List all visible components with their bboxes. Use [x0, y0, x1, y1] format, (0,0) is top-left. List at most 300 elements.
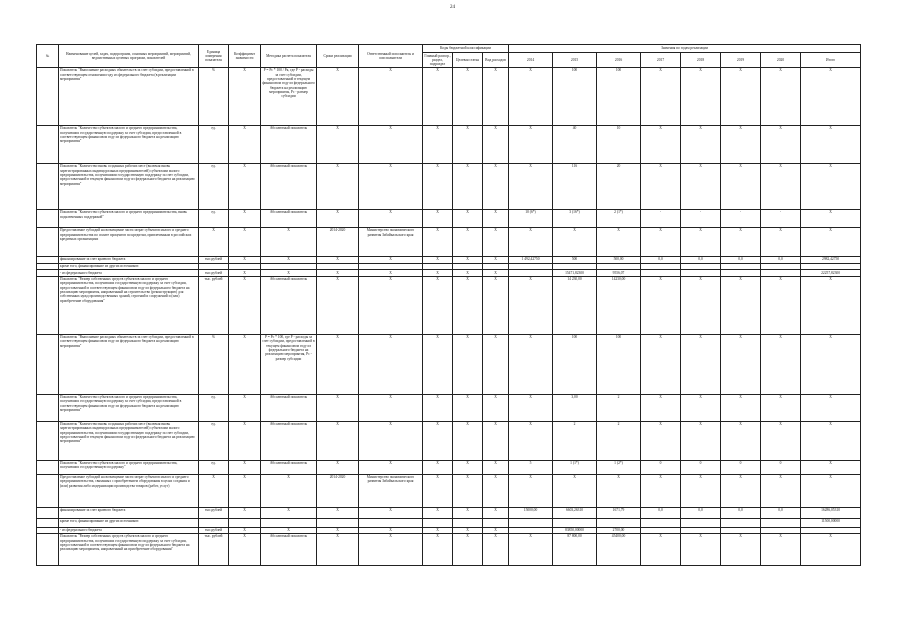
cell-term: X [317, 507, 359, 518]
cell-unit: тыс.рублей [199, 527, 229, 533]
header-year: 2019 [721, 53, 761, 68]
table-row [37, 163, 861, 209]
cell-code-admin: X [423, 67, 453, 125]
cell-term: X [317, 527, 359, 533]
table-body [37, 67, 861, 565]
cell-code-type: X [483, 67, 509, 125]
cell-term: X [317, 394, 359, 421]
cell-year-value: X [761, 394, 801, 421]
cell-year-value: 100 [553, 334, 597, 394]
cell-unit: тыс.рублей [199, 270, 229, 276]
table-row [37, 67, 861, 125]
cell-responsible: X [359, 256, 423, 263]
cell-code-target: X [453, 527, 483, 533]
cell-code-type: X [483, 460, 509, 474]
cell-year-value: X [761, 421, 801, 460]
cell-code-admin: X [423, 474, 453, 507]
cell-year-value: X [721, 163, 761, 209]
cell-total: X [801, 125, 861, 163]
cell-year-value [721, 518, 761, 527]
cell-year-value: 0 [721, 460, 761, 474]
cell-coef: X [229, 474, 261, 507]
cell-responsible: X [359, 394, 423, 421]
cell-name: Показатель "Количество субъектов малого и среднего предпринимательства, получивших государственную поддержку" [59, 460, 199, 474]
header-total: Итого [801, 53, 861, 68]
header-code-type: Вид расходов [483, 53, 509, 68]
cell-num [37, 421, 59, 460]
cell-unit: тыс.рублей [199, 507, 229, 518]
cell-name: финансирование за счет краевого бюджета [59, 507, 199, 518]
cell-year-value: 10 (6*) [509, 209, 553, 227]
cell-responsible: X [359, 527, 423, 533]
cell-code-target: X [453, 474, 483, 507]
cell-year-value: X [641, 125, 681, 163]
cell-total: 16286,05310 [801, 507, 861, 518]
header-values-group: Значения по годам реализации [509, 45, 861, 53]
cell-total: X [801, 276, 861, 334]
header-responsible: Ответственный исполнитель и соисполнители [359, 45, 423, 68]
cell-year-value: X [681, 276, 721, 334]
cell-code-type [483, 518, 509, 527]
cell-year-value: 40 [553, 125, 597, 163]
table-row [37, 394, 861, 421]
cell-code-target: X [453, 67, 483, 125]
cell-term: X [317, 270, 359, 276]
cell-responsible: X [359, 125, 423, 163]
cell-year-value: X [761, 276, 801, 334]
page-number: 24 [450, 5, 455, 10]
table-row [37, 227, 861, 256]
cell-method: X [261, 256, 317, 263]
cell-unit: тыс. рублей [199, 276, 229, 334]
cell-total: X [801, 334, 861, 394]
cell-year-value: X [721, 334, 761, 394]
cell-term: X [317, 209, 359, 227]
cell-method: Абсолютный показатель [261, 276, 317, 334]
cell-term: X [317, 533, 359, 565]
table-row [37, 533, 861, 565]
cell-code-target: X [453, 163, 483, 209]
cell-name: Показатель "Количество субъектов малого и среднего предпринимательства, получивших государственную поддержку за счет субсидии, предоставленной в соответствующем финансовом году из федерального бюджета на реализацию мероприятия" [59, 394, 199, 421]
cell-year-value [761, 518, 801, 527]
cell-unit: тыс.рублей [199, 256, 229, 263]
cell-method: X [261, 474, 317, 507]
cell-year-value: 0,0 [641, 256, 681, 263]
cell-coef [229, 518, 261, 527]
cell-coef: X [229, 507, 261, 518]
cell-year-value: X [721, 276, 761, 334]
header-code-admin: Главный распор., раздел, подраздел [424, 53, 451, 67]
cell-coef: X [229, 421, 261, 460]
cell-year-value: X [681, 67, 721, 125]
cell-total: 22257,82300 [801, 270, 861, 276]
cell-year-value: 20 [597, 163, 641, 209]
cell-year-value: X [553, 227, 597, 256]
cell-name: Показатель "Количество субъектов малого и среднего предпринимательства, получивших государственную поддержку за счет субсидии, предоставленной в соответствующем финансовом году из федерального бюджета на реализацию мероприятия" [59, 125, 199, 163]
cell-coef: X [229, 256, 261, 263]
cell-num [37, 276, 59, 334]
cell-method [261, 518, 317, 527]
cell-year-value: X [641, 334, 681, 394]
cell-code-admin: X [423, 460, 453, 474]
cell-coef: X [229, 209, 261, 227]
cell-year-value: X [761, 67, 801, 125]
cell-unit: ед. [199, 394, 229, 421]
cell-year-value: X [509, 276, 553, 334]
cell-year-value: 0,0 [641, 507, 681, 518]
cell-year-value: 1671,79 [597, 507, 641, 518]
cell-year-value: X [761, 334, 801, 394]
cell-code-type: X [483, 256, 509, 263]
cell-year-value: 2 [597, 394, 641, 421]
cell-term: X [317, 163, 359, 209]
cell-coef: X [229, 533, 261, 565]
cell-total: X [801, 460, 861, 474]
cell-code-type: X [483, 270, 509, 276]
cell-year-value: X [509, 163, 553, 209]
cell-year-value: X [681, 163, 721, 209]
cell-unit: % [199, 334, 229, 394]
cell-method: Абсолютный показатель [261, 421, 317, 460]
cell-responsible: X [359, 507, 423, 518]
cell-year-value: 100 [597, 334, 641, 394]
cell-code-admin: X [423, 394, 453, 421]
cell-code-target: X [453, 256, 483, 263]
cell-year-value: 116 [553, 163, 597, 209]
header-num: № [37, 45, 59, 68]
cell-year-value [681, 518, 721, 527]
cell-name: - из федерального бюджета [59, 527, 199, 533]
cell-year-value: 500 [553, 256, 597, 263]
cell-year-value: X [721, 421, 761, 460]
cell-year-value: X [641, 474, 681, 507]
cell-coef: X [229, 276, 261, 334]
cell-year-value: 87 800,00 [553, 533, 597, 565]
cell-coef: X [229, 270, 261, 276]
header-year: 2015 [553, 53, 597, 68]
cell-name: Показатель "Размер собственных средств субъектов малого и среднего предпринимательства, получивших государственную поддержку за счет субсидии, предоставленной в соответствующем финансовом году из федерального бюджета на реализацию мероприятия, направленный на приобретение оборудования" [59, 533, 199, 565]
cell-year-value: X [641, 163, 681, 209]
cell-year-value: 14 230,00 [553, 276, 597, 334]
cell-name: Показатель "Выполнение расходных обязательств за счет субсидии, предоставленной в соответствующем финансовом году из федерального бюджета на реализацию мероприятия" [59, 334, 199, 394]
cell-year-value: 1 492,42750 [509, 256, 553, 263]
cell-code-type: X [483, 507, 509, 518]
cell-unit [199, 518, 229, 527]
cell-num [37, 67, 59, 125]
cell-year-value: 1 (2*) [597, 460, 641, 474]
cell-year-value: 0 [761, 460, 801, 474]
cell-code-admin: X [423, 276, 453, 334]
cell-year-value: 0,0 [761, 256, 801, 263]
header-term: Сроки реализации [317, 45, 359, 68]
cell-num [37, 256, 59, 263]
cell-total: X [801, 67, 861, 125]
cell-year-value: 3,00 [553, 394, 597, 421]
cell-num [37, 533, 59, 565]
cell-code-type: X [483, 474, 509, 507]
cell-unit: ед. [199, 421, 229, 460]
cell-year-value: 83850,00000 [553, 527, 597, 533]
cell-unit: ед. [199, 125, 229, 163]
cell-year-value [641, 518, 681, 527]
cell-num [37, 125, 59, 163]
cell-year-value: X [681, 125, 721, 163]
table-row [37, 460, 861, 474]
cell-year-value: X [597, 474, 641, 507]
cell-method: P = Рс * 100 / Рк, где Р - расходы за счет субсидии, предоставленной в текущем финансовом году из федерального бюджета на реализацию мероприятия, Рс - размер субсидии [261, 67, 317, 125]
cell-year-value: - [681, 209, 721, 227]
cell-method: Абсолютный показатель [261, 533, 317, 565]
cell-num [37, 474, 59, 507]
cell-code-target: X [453, 270, 483, 276]
header-year: 2014 [509, 53, 553, 68]
cell-total: X [801, 209, 861, 227]
cell-unit: X [199, 474, 229, 507]
cell-code-type: X [483, 421, 509, 460]
cell-coef: X [229, 394, 261, 421]
cell-year-value: X [761, 163, 801, 209]
cell-year-value [597, 518, 641, 527]
cell-code-admin: X [423, 163, 453, 209]
cell-year-value: 3 (16*) [553, 209, 597, 227]
cell-num [37, 227, 59, 256]
cell-year-value: 0 [681, 460, 721, 474]
cell-year-value: X [509, 125, 553, 163]
table-row [37, 276, 861, 334]
cell-term: X [317, 256, 359, 263]
cell-total: X [801, 227, 861, 256]
cell-code-admin: X [423, 125, 453, 163]
cell-year-value: 2 (1*) [597, 209, 641, 227]
cell-year-value: 100 [597, 67, 641, 125]
cell-method: X [261, 507, 317, 518]
cell-year-value: 10 [597, 125, 641, 163]
cell-year-value: X [509, 334, 553, 394]
cell-name: - из федерального бюджета [59, 270, 199, 276]
cell-year-value: X [641, 421, 681, 460]
cell-name: Предоставление субсидий на возмещение части затрат субъектов малого и среднего предпринимательства, связанных с приобретением оборудования в целях создания и (или) развития либо модернизации производства товаров (работ, услуг) [59, 474, 199, 507]
cell-year-value: X [641, 67, 681, 125]
cell-code-target: X [453, 276, 483, 334]
cell-year-value: X [553, 474, 597, 507]
cell-code-type: X [483, 276, 509, 334]
cell-year-value: 9556,07 [597, 270, 641, 276]
cell-num [37, 460, 59, 474]
cell-total: 11500,00000 [801, 518, 861, 527]
cell-year-value: X [641, 276, 681, 334]
cell-unit: ед. [199, 163, 229, 209]
cell-code-admin: X [423, 533, 453, 565]
cell-coef: X [229, 334, 261, 394]
cell-year-value: 0,0 [721, 256, 761, 263]
cell-method: Абсолютный показатель [261, 125, 317, 163]
table-row [37, 256, 861, 263]
table-row [37, 421, 861, 460]
cell-year-value: 1 (1*) [553, 460, 597, 474]
header-coef: Коэффициент значимости [229, 45, 261, 68]
cell-year-value: X [721, 67, 761, 125]
cell-year-value: X [681, 421, 721, 460]
table-row [37, 334, 861, 394]
cell-year-value: 14230,00 [597, 276, 641, 334]
cell-year-value: X [721, 227, 761, 256]
header-year: 2018 [681, 53, 721, 68]
cell-year-value: X [681, 394, 721, 421]
cell-year-value: X [509, 227, 553, 256]
cell-year-value: X [681, 227, 721, 256]
header-code-target: Целевая статья [453, 53, 483, 68]
cell-code-target: X [453, 125, 483, 163]
cell-name: Показатель "Количество вновь созданных рабочих мест (включая вновь зарегистрированных индивидуальных предпринимателей) субъектами малого предпринимательства, получившими государственную поддержку за счет субсидии, предоставленной в текущем финансовом году из федерального бюджета на реализацию мероприятия" [59, 421, 199, 460]
cell-total: X [801, 163, 861, 209]
cell-unit: ед. [199, 460, 229, 474]
cell-year-value: 0,0 [681, 256, 721, 263]
cell-method: Абсолютный показатель [261, 209, 317, 227]
cell-unit: X [199, 227, 229, 256]
cell-year-value: X [641, 533, 681, 565]
cell-code-type: X [483, 125, 509, 163]
cell-year-value: 15471,82300 [553, 270, 597, 276]
cell-num [37, 507, 59, 518]
cell-code-admin: X [423, 256, 453, 263]
cell-code-admin: X [423, 209, 453, 227]
header-codes-group: Коды бюджетной классификации [423, 45, 509, 53]
header-method: Методика расчета показателя [261, 45, 317, 68]
cell-year-value: X [721, 125, 761, 163]
cell-year-value: - [761, 209, 801, 227]
cell-responsible: X [359, 163, 423, 209]
cell-code-type: X [483, 209, 509, 227]
cell-coef: X [229, 67, 261, 125]
cell-name: финансирование за счет краевого бюджета [59, 256, 199, 263]
cell-total: X [801, 533, 861, 565]
cell-term: X [317, 421, 359, 460]
cell-year-value: X [721, 474, 761, 507]
header-year: 2020 [761, 53, 801, 68]
cell-year-value: X [681, 474, 721, 507]
cell-term: X [317, 67, 359, 125]
cell-responsible: X [359, 460, 423, 474]
cell-code-target: X [453, 209, 483, 227]
cell-code-type: X [483, 533, 509, 565]
cell-code-target: X [453, 394, 483, 421]
cell-code-admin: X [423, 270, 453, 276]
cell-year-value: X [681, 334, 721, 394]
header-year: 2016 [597, 53, 641, 68]
cell-code-target: X [453, 227, 483, 256]
cell-code-type: X [483, 394, 509, 421]
cell-name: кроме того, финансирование из других источников: [59, 263, 199, 269]
cell-year-value: 2 [553, 421, 597, 460]
table-row [37, 518, 861, 527]
cell-code-type: X [483, 227, 509, 256]
cell-coef: X [229, 163, 261, 209]
cell-year-value: X [761, 533, 801, 565]
cell-year-value [509, 518, 553, 527]
cell-responsible: X [359, 276, 423, 334]
cell-responsible: X [359, 270, 423, 276]
cell-responsible: X [359, 67, 423, 125]
cell-coef: X [229, 227, 261, 256]
table-row [37, 507, 861, 518]
cell-year-value: X [681, 533, 721, 565]
cell-year-value: X [509, 474, 553, 507]
cell-total: X [801, 394, 861, 421]
cell-num [37, 394, 59, 421]
cell-code-target: X [453, 507, 483, 518]
cell-term: 2014-2020 [317, 227, 359, 256]
cell-term: X [317, 125, 359, 163]
cell-year-value: 45400,00 [597, 533, 641, 565]
cell-method: X [261, 527, 317, 533]
cell-year-value: X [509, 67, 553, 125]
cell-year-value: 0,0 [761, 507, 801, 518]
cell-name: Показатель "Размер собственных средств субъектов малого и среднего предпринимательства, получивших государственную поддержку за счет субсидии, предоставленной в соответствующем финансовом году из федерального бюджета на реализацию мероприятия, направленный на строительство (реконструкцию) для собственных нужд производственных зданий, строений и сооружений и (или) приобретение оборудования" [59, 276, 199, 334]
cell-year-value: 0 [641, 460, 681, 474]
cell-code-target: X [453, 334, 483, 394]
cell-year-value: X [721, 394, 761, 421]
cell-method: X [261, 227, 317, 256]
cell-name: Предоставление субсидий на возмещение части затрат субъектов малого и среднего предпринимательства по оплате процентов по кредитам, привлеченным в российских кредитных организациях [59, 227, 199, 256]
cell-unit: тыс. рублей [199, 533, 229, 565]
cell-responsible: X [359, 334, 423, 394]
cell-responsible: X [359, 209, 423, 227]
cell-responsible: Министерство экономического развития Забайкальского края [359, 227, 423, 256]
cell-year-value: X [509, 533, 553, 565]
cell-year-value: X [509, 394, 553, 421]
table-row [37, 125, 861, 163]
cell-num [37, 518, 59, 527]
cell-code-type: X [483, 163, 509, 209]
cell-num [37, 334, 59, 394]
cell-name: Показатель "Количество вновь созданных рабочих мест (включая вновь зарегистрированных индивидуальных предпринимателей) субъектами малого предпринимательства, получившими государственную поддержку за счет субсидии, предоставленной в текущем финансовом году из федерального бюджета на реализацию мероприятия" [59, 163, 199, 209]
cell-code-admin: X [423, 334, 453, 394]
cell-code-admin [423, 518, 453, 527]
cell-term [317, 518, 359, 527]
cell-name: кроме того, финансирование из других источников: [59, 518, 199, 527]
cell-method: P = Рс * 100, где Р - расходы за счет субсидии, предоставленной в текущем финансовом году из федерального бюджета на реализацию мероприятия, Рс - размер субсидии [261, 334, 317, 394]
cell-year-value: X [721, 533, 761, 565]
cell-code-admin: X [423, 527, 453, 533]
cell-method: Абсолютный показатель [261, 460, 317, 474]
cell-year-value: 0,0 [721, 507, 761, 518]
cell-code-admin: X [423, 507, 453, 518]
cell-responsible [359, 518, 423, 527]
cell-year-value: X [761, 125, 801, 163]
cell-method: X [261, 270, 317, 276]
cell-unit: % [199, 67, 229, 125]
cell-num [37, 163, 59, 209]
program-indicators-table [36, 44, 861, 566]
cell-term: X [317, 460, 359, 474]
cell-name: Показатель "Количество субъектов малого и среднего предпринимательства, вновь подключенных поддержкой" [59, 209, 199, 227]
cell-code-target [453, 518, 483, 527]
cell-year-value: 0,0 [681, 507, 721, 518]
cell-total: X [801, 421, 861, 460]
cell-year-value: 15000,00 [509, 507, 553, 518]
cell-term: 2014-2020 [317, 474, 359, 507]
cell-year-value: 6603,26310 [553, 507, 597, 518]
cell-year-value: X [641, 227, 681, 256]
cell-code-admin: X [423, 421, 453, 460]
cell-coef: X [229, 460, 261, 474]
cell-year-value: - [721, 209, 761, 227]
cell-responsible: Министерство экономического развития Забайкальского края [359, 474, 423, 507]
cell-code-target: X [453, 460, 483, 474]
cell-code-target: X [453, 533, 483, 565]
cell-year-value: X [597, 227, 641, 256]
table-row [37, 474, 861, 507]
